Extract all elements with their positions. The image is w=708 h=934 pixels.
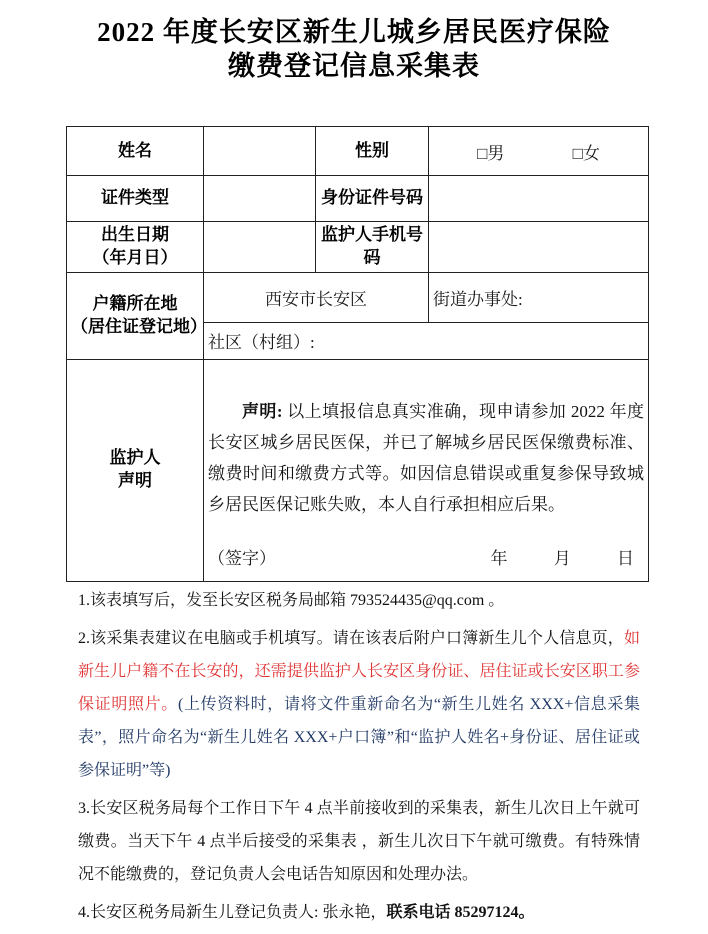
date-fields	[491, 544, 645, 569]
name-input-cell[interactable]	[204, 127, 316, 176]
table-row-name-gender	[67, 127, 649, 176]
notes-section	[78, 584, 640, 934]
page-title-line1: 2022 年度长安区新生儿城乡居民医疗保险	[97, 17, 611, 47]
date-year-label: 年	[490, 548, 508, 568]
note-1: 1.该表填写后，发至长安区税务局邮箱 793524435@qq.com 。	[78, 592, 505, 609]
gender-options-cell	[429, 127, 649, 176]
guardian-phone-label: 监护人手机号码	[316, 222, 429, 273]
hukou-label: 户籍所在地 （居住证登记地）	[67, 272, 204, 359]
table-row-residence-top	[67, 272, 649, 322]
district-value-cell: 西安市长安区	[204, 272, 429, 322]
table-row-guardian-declaration	[67, 359, 649, 581]
signature-label: （签字）	[208, 548, 276, 568]
note-2: 2.该采集表建议在电脑或手机填写。请在该表后附户口簿新生儿个人信息页，如新生儿户籍不在长安的，还需提供监护人长安区身份证、居住证或长安区职工参保证明照片。(上传资料时，请将文件重新命名为“新生儿姓名 XXX+信息采集表”，照片命名为“新生儿姓名 XXX+户口簿”和“监护人姓名+身份证、居住证或参保证明”等)	[78, 630, 640, 779]
signature-row[interactable]	[208, 544, 644, 569]
id-number-label: 身份证件号码	[316, 176, 429, 222]
note-4: 4.长安区税务局新生儿登记负责人: 张永艳，联系电话 85297124。	[78, 904, 535, 921]
declaration-paragraph	[208, 396, 644, 520]
registration-form-table	[66, 126, 649, 582]
birth-date-label: 出生日期 （年月日）	[67, 222, 204, 273]
note-4-phone-text: 联系电话 85297124。	[386, 904, 535, 921]
date-month-label: 月	[553, 548, 571, 568]
declaration-content-cell	[204, 359, 649, 581]
note-3: 3.长安区税务局每个工作日下午 4 点半前接收到的采集表，新生儿次日上午就可缴费。当天下午 4 点半后接受的采集表 ，新生儿次日下午就可缴费。有特殊情况不能缴费的，登记负责人会电话告知原因和处理办法。	[78, 800, 640, 883]
declaration-body: 以上填报信息真实准确，现申请参加 2022 年度长安区城乡居民医保，并已了解城乡居民医保缴费标准、缴费时间和缴费方式等。如因信息错误或重复参保导致城乡居民医保记账失败，本人自行承担相应后果。	[208, 401, 645, 514]
table-row-birth-phone	[67, 222, 649, 273]
id-number-input-cell[interactable]	[429, 176, 649, 222]
note-2-blue-text: (上传资料时，请将文件重新命名为“新生儿姓名 XXX+信息采集表”，照片命名为“新生儿姓名 XXX+户口簿”和“监护人姓名+身份证、居住证或参保证明”等)	[78, 696, 640, 779]
gender-female-checkbox[interactable]: □女	[572, 143, 600, 163]
page-title	[0, 0, 708, 83]
community-input-cell[interactable]: 社区（村组）:	[204, 322, 649, 359]
gender-male-checkbox[interactable]: □男	[477, 143, 505, 163]
cert-type-label: 证件类型	[67, 176, 204, 222]
name-label: 姓名	[67, 127, 204, 176]
guardian-declaration-label: 监护人 声明	[67, 359, 204, 581]
street-office-input-cell[interactable]: 街道办事处:	[429, 272, 649, 322]
note-2-red-text: 如新生儿户籍不在长安的，还需提供监护人长安区身份证、居住证或长安区职工参保证明照片。	[78, 630, 640, 713]
table-row-cert-id	[67, 176, 649, 222]
page-title-line2: 缴费登记信息采集表	[228, 51, 480, 81]
cert-type-input-cell[interactable]	[204, 176, 316, 222]
date-day-label: 日	[617, 548, 634, 568]
birth-date-input-cell[interactable]	[204, 222, 316, 273]
declaration-heading: 声明:	[242, 401, 283, 421]
guardian-phone-input-cell[interactable]	[429, 222, 649, 273]
gender-label: 性别	[316, 127, 429, 176]
